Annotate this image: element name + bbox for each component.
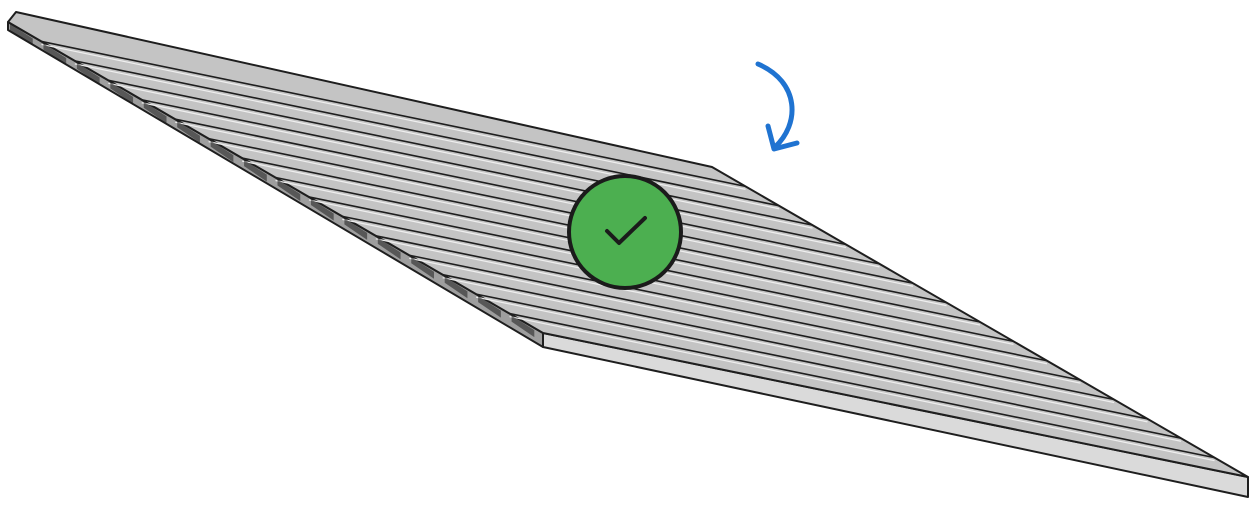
curved-arrow-down-icon (758, 64, 797, 149)
status-badge (569, 176, 681, 288)
success-badge-circle (569, 176, 681, 288)
